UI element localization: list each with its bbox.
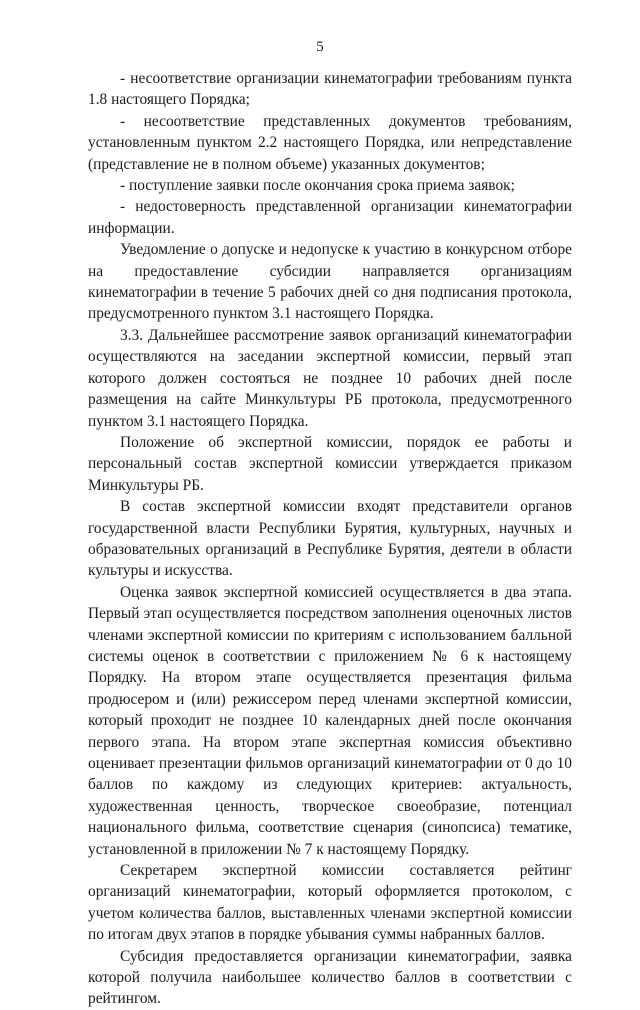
page-number: 5 — [316, 39, 324, 55]
paragraph-criterion-unreliable-information: - недостоверность представленной организации кинематографии информации. — [88, 198, 572, 237]
paragraph-admission-notification: Уведомление о допуске и недопуске к участию в конкурсном отборе на предоставление субсидии направляется организациям кинематографии в течение 5 рабочих дней со дня подписания протокола, предусмотренного пунктом 3.1 настоящего Порядка. — [88, 241, 572, 323]
document-body — [88, 68, 572, 1010]
paragraph-commission-composition: В состав экспертной комиссии входят представители органов государственной власти Республики Бурятия, культурных, научных и образовательных организаций в Республике Бурятия, деятели в области культуры и искусства. — [88, 498, 572, 580]
paragraph-rating: Секретарем экспертной комиссии составляется рейтинг организаций кинематографии, который оформляется протоколом, с учетом количества баллов, выставленных членами экспертной комиссии по итогам двух этапов в порядке убывания суммы набранных баллов. — [88, 862, 572, 944]
paragraph-commission-regulation: Положение об экспертной комиссии, порядок ее работы и персональный состав экспертной комиссии утверждается приказом Минкультуры РБ. — [88, 433, 572, 494]
paragraph-evaluation-stages: Оценка заявок экспертной комиссией осуществляется в два этапа. Первый этап осуществляется посредством заполнения оценочных листов членами экспертной комиссии по критериям с использованием балльной системы оценок в соответствии с приложением № 6 к настоящему Порядку. На втором этапе осуществляется презентация фильма продюсером и (или) режиссером перед членами экспертной комиссии, который проходит не позднее 10 календарных дней после окончания первого этапа. На втором этапе экспертная комиссия объективно оценивает презентации фильмов организаций кинематографии от 0 до 10 баллов по каждому из следующих критериев: актуальность, художественная ценность, творческое своеобразие, потенциал национального фильма, соответствие сценария (синопсиса) тематике, установленной в приложении № 7 к настоящему Порядку. — [88, 583, 572, 858]
paragraph-criterion-organization-requirements: - несоответствие организации кинематографии требованиям пункта 1.8 настоящего Порядка; — [88, 70, 572, 109]
paragraph-criterion-late-application: - поступление заявки после окончания срока приема заявок; — [120, 177, 515, 195]
paragraph-section-3-3: 3.3. Дальнейшее рассмотрение заявок организаций кинематографии осуществляются на заседании экспертной комиссии, первый этап которого должен состояться не позднее 10 рабочих дней после размещения на сайте Минкультуры РБ протокола, предусмотренного пунктом 3.1 настоящего Порядка. — [88, 326, 572, 430]
paragraph-criterion-documents-requirements: - несоответствие представленных документов требованиям, установленным пунктом 2.2 настоящего Порядка, или непредставление (представление не в полном объеме) указанных документов; — [88, 112, 572, 173]
paragraph-subsidy-award: Субсидия предоставляется организации кинематографии, заявка которой получила наибольшее количество баллов в соответствии с рейтингом. — [88, 947, 572, 1008]
